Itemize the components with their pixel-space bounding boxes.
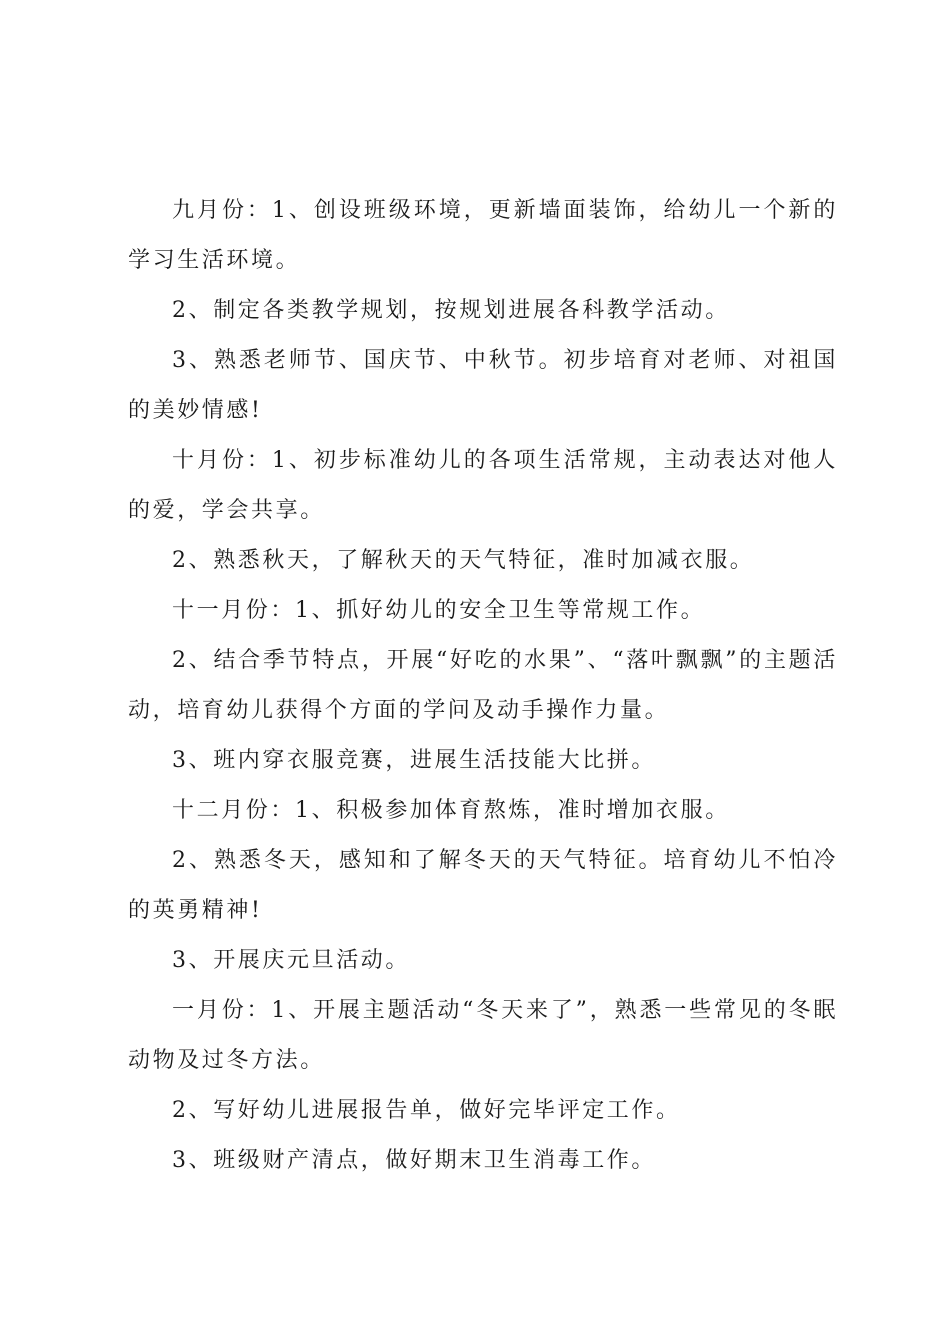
paragraph-october-1: 十月份：1、初步标准幼儿的各项生活常规，主动表达对他人的爱，学会共享。 xyxy=(128,448,838,523)
paragraph-december-2: 2、熟悉冬天，感知和了解冬天的天气特征。培育幼儿不怕冷的英勇精神! xyxy=(128,848,838,923)
paragraph-december-1: 十二月份：1、积极参加体育熬炼，准时增加衣服。 xyxy=(172,798,730,823)
paragraph-january-1: 一月份：1、开展主题活动“冬天来了”，熟悉一些常见的冬眠动物及过冬方法。 xyxy=(128,998,838,1073)
paragraph-september-3: 3、熟悉老师节、国庆节、中秋节。初步培育对老师、对祖国的美妙情感! xyxy=(128,348,838,423)
paragraph-november-2: 2、结合季节特点，开展“好吃的水果”、“落叶飘飘”的主题活动，培育幼儿获得个方面的学问及动手操作力量。 xyxy=(128,648,838,723)
document-body xyxy=(128,186,838,1186)
paragraph-october-2: 2、熟悉秋天，了解秋天的天气特征，准时加减衣服。 xyxy=(172,548,755,573)
paragraph-november-1: 十一月份：1、抓好幼儿的安全卫生等常规工作。 xyxy=(172,598,706,623)
paragraph-january-3: 3、班级财产清点，做好期末卫生消毒工作。 xyxy=(172,1148,656,1173)
paragraph-november-3: 3、班内穿衣服竞赛，进展生活技能大比拼。 xyxy=(172,748,656,773)
paragraph-september-1: 九月份：1、创设班级环境，更新墙面装饰，给幼儿一个新的学习生活环境。 xyxy=(128,198,838,273)
paragraph-december-3: 3、开展庆元旦活动。 xyxy=(172,948,410,973)
paragraph-january-2: 2、写好幼儿进展报告单，做好完毕评定工作。 xyxy=(172,1098,681,1123)
paragraph-september-2: 2、制定各类教学规划，按规划进展各科教学活动。 xyxy=(172,298,730,323)
